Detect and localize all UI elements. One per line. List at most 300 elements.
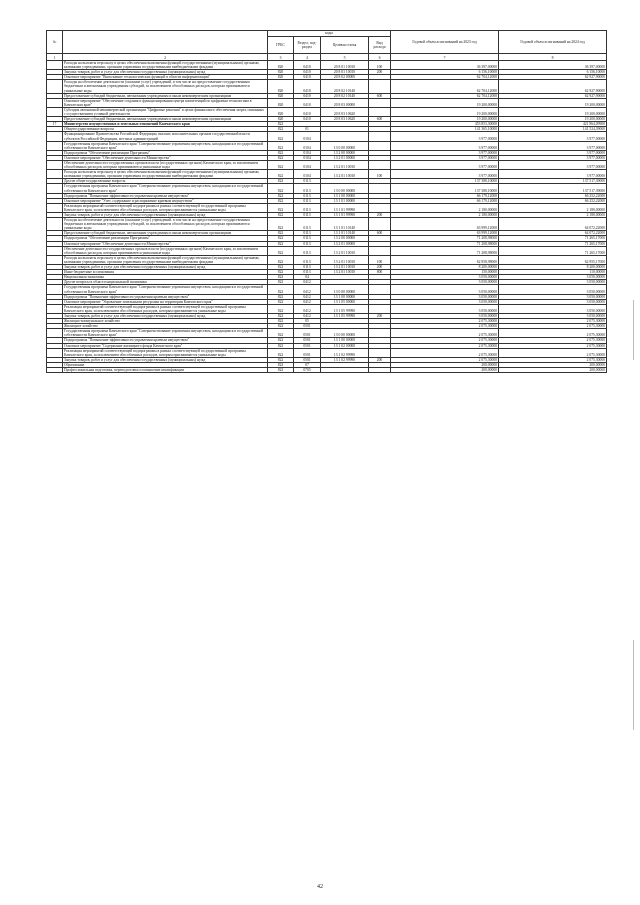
row-name-cell: Закупка товаров, работ и услуг для обеспечения государственных (муниципальных) нужд <box>63 70 268 75</box>
row-number-cell <box>47 132 63 141</box>
col-num: 2 <box>63 54 268 61</box>
row-vol-2024-cell: 64 072,22000 <box>499 231 607 236</box>
row-grbs-cell: 822 <box>268 179 294 184</box>
col-num: 8 <box>499 54 607 61</box>
row-vol-2023-cell: 3 050,00000 <box>391 304 499 313</box>
header-vol-2023: Годовой объем ассигнований на 2023 год <box>391 31 499 54</box>
row-vol-2024-cell: 3 977,00000 <box>499 150 607 155</box>
row-exp-type-cell: 200 <box>369 265 391 270</box>
row-vol-2024-cell: 141 524,39000 <box>499 127 607 132</box>
row-grbs-cell: 820 <box>268 75 294 80</box>
row-name-cell: Функционирование Правительства Российской Федерации, высших исполнительных органов государственной власти субъектов Российской Федерации, местных администраций <box>63 132 268 141</box>
col-num: 6 <box>369 54 391 61</box>
row-section-cell: 0410 <box>294 61 321 70</box>
row-vol-2023-cell: 200,00000 <box>391 362 499 367</box>
row-exp-type-cell <box>369 141 391 150</box>
row-vol-2023-cell: 2 075,30000 <box>391 329 499 338</box>
row-target-cell: 13 1 02 00000 <box>321 343 369 348</box>
row-vol-2024-cell: 2 075,30000 <box>499 338 607 343</box>
row-number-cell <box>47 184 63 193</box>
table-row <box>47 184 607 193</box>
row-vol-2024-cell: 3 050,00000 <box>499 299 607 304</box>
row-vol-2024-cell: 3 977,00000 <box>499 132 607 141</box>
row-grbs-cell: 822 <box>268 203 294 212</box>
row-vol-2024-cell: 200,00000 <box>499 362 607 367</box>
row-number-cell <box>47 368 63 373</box>
row-section-cell: 0113 <box>294 184 321 193</box>
row-target-cell: 20 8 01 10010 <box>321 70 369 75</box>
row-name-cell: Основное мероприятие "Обеспечение деятельности Министерства" <box>63 241 268 246</box>
row-target-cell: 13 0 00 00000 <box>321 184 369 193</box>
row-vol-2024-cell: 110,00000 <box>499 270 607 275</box>
row-grbs-cell: 822 <box>268 170 294 179</box>
row-exp-type-cell <box>369 160 391 169</box>
row-number-cell <box>47 141 63 150</box>
table-row <box>47 61 607 70</box>
row-vol-2024-cell: 8 200,00000 <box>499 265 607 270</box>
row-exp-type-cell <box>369 203 391 212</box>
row-grbs-cell: 822 <box>268 141 294 150</box>
row-target-cell: 13 2 01 00000 <box>321 155 369 160</box>
row-grbs-cell: 822 <box>268 285 294 294</box>
row-target-cell: 20 8 02 00000 <box>321 75 369 80</box>
row-grbs-cell: 822 <box>268 246 294 255</box>
row-grbs-cell: 822 <box>268 184 294 193</box>
row-target-cell: 13 2 01 10010 <box>321 170 369 179</box>
row-name-cell: Подпрограмма "Повышение эффективности управления краевым имуществом" <box>63 193 268 198</box>
row-number-cell <box>47 107 63 116</box>
row-grbs-cell: 822 <box>268 255 294 264</box>
row-number-cell <box>47 170 63 179</box>
row-vol-2023-cell: 3 977,00000 <box>391 155 499 160</box>
row-vol-2024-cell: 2 075,30000 <box>499 343 607 348</box>
row-section-cell: 0104 <box>294 150 321 155</box>
row-name-cell: Жилищное хозяйство <box>63 324 268 329</box>
row-exp-type-cell: 200 <box>369 357 391 362</box>
row-name-cell: Основное мероприятие "Учет, содержание и распоряжение краевым имуществом" <box>63 198 268 203</box>
row-vol-2023-cell: 150,00000 <box>391 270 499 275</box>
row-section-cell: 0113 <box>294 213 321 218</box>
row-vol-2024-cell: 71 265,17000 <box>499 236 607 241</box>
row-name-cell: Закупка товаров, работ и услуг для обеспечения государственных (муниципальных) нужд <box>63 313 268 318</box>
row-vol-2023-cell: 71 208,98000 <box>391 241 499 246</box>
row-vol-2023-cell: 453 853,30000 <box>391 122 499 127</box>
row-grbs-cell: 822 <box>268 132 294 141</box>
row-section-cell: 01 <box>294 127 321 132</box>
header-exp-type: Вид расхода <box>369 37 391 54</box>
budget-table-body <box>47 54 607 373</box>
row-section-cell: 0410 <box>294 70 321 75</box>
row-grbs-cell: 820 <box>268 98 294 107</box>
row-number-cell <box>47 304 63 313</box>
row-exp-type-cell <box>369 132 391 141</box>
row-vol-2023-cell: 62 704,12000 <box>391 75 499 80</box>
row-vol-2023-cell: 2 075,30000 <box>391 319 499 324</box>
row-target-cell: 13 1 05 00000 <box>321 299 369 304</box>
row-section-cell: 0501 <box>294 329 321 338</box>
row-grbs-cell: 822 <box>268 150 294 155</box>
row-vol-2024-cell: 2 180,00000 <box>499 203 607 212</box>
row-target-cell: 13 2 01 10010 <box>321 160 369 169</box>
row-name-cell: Подпрограмма "Обеспечение реализации Программы" <box>63 150 268 155</box>
row-target-cell: 20 8 03 00000 <box>321 98 369 107</box>
row-exp-type-cell: 600 <box>369 117 391 122</box>
row-name-cell: Общегосударственные вопросы <box>63 127 268 132</box>
header-name <box>63 31 268 54</box>
column-number-row <box>47 54 607 61</box>
row-section-cell: 0104 <box>294 170 321 179</box>
row-vol-2023-cell: 62 858,98000 <box>391 255 499 264</box>
row-vol-2023-cell: 3 977,00000 <box>391 150 499 155</box>
row-number-cell <box>47 203 63 212</box>
row-grbs-cell: 820 <box>268 61 294 70</box>
row-section-cell: 0412 <box>294 280 321 285</box>
row-name-cell: Государственная программа Камчатского края "Совершенствование управления имуществом, находящимся в государственной собственности Камчатского края" <box>63 285 268 294</box>
row-exp-type-cell: 100 <box>369 170 391 179</box>
row-exp-type-cell <box>369 285 391 294</box>
row-section-cell: 0410 <box>294 107 321 116</box>
row-section-cell: 0410 <box>294 80 321 93</box>
row-vol-2023-cell: 3 977,00000 <box>391 141 499 150</box>
row-vol-2023-cell: 63 999,12000 <box>391 218 499 231</box>
row-grbs-cell: 822 <box>268 343 294 348</box>
row-vol-2024-cell: 19 200,00000 <box>499 98 607 107</box>
row-vol-2023-cell: 141 365,10000 <box>391 127 499 132</box>
row-vol-2023-cell: 3 050,00000 <box>391 299 499 304</box>
table-row <box>47 80 607 93</box>
row-target-cell: 13 1 00 00000 <box>321 294 369 299</box>
page-number: 42 <box>317 884 323 890</box>
row-vol-2024-cell: 200,00000 <box>499 368 607 373</box>
row-grbs-cell: 822 <box>268 231 294 236</box>
row-vol-2023-cell: 3 050,00000 <box>391 280 499 285</box>
row-name-cell: Жилищно-коммунальное хозяйство <box>63 319 268 324</box>
row-exp-type-cell <box>369 184 391 193</box>
row-vol-2023-cell: 3 050,00000 <box>391 275 499 280</box>
row-name-cell: Другие вопросы в области национальной экономики <box>63 280 268 285</box>
row-section-cell: 0410 <box>294 93 321 98</box>
row-target-cell: 13 1 05 99990 <box>321 304 369 313</box>
row-vol-2024-cell: 2 075,30000 <box>499 357 607 362</box>
col-num: 3 <box>268 54 294 61</box>
row-target-cell: 13 0 00 00000 <box>321 329 369 338</box>
row-name-cell: Подпрограмма "Повышение эффективности управления краевым имуществом" <box>63 294 268 299</box>
table-row <box>47 98 607 107</box>
table-row <box>47 246 607 255</box>
row-exp-type-cell <box>369 218 391 231</box>
row-name-cell: Образование <box>63 362 268 367</box>
row-name-cell: Расходы на обеспечение деятельности (оказание услуг) учреждений, в том числе на предоставление государственным бюджетным и автономным учреждениям субсидий, за исключением обособленных расходов, которым присваиваются уникальные коды <box>63 80 268 93</box>
header-target: Целевая статья <box>321 37 369 54</box>
row-grbs-cell: 822 <box>268 122 294 127</box>
row-section-cell: 07 <box>294 362 321 367</box>
row-vol-2023-cell: 137 388,10000 <box>391 179 499 184</box>
row-grbs-cell: 822 <box>268 127 294 132</box>
row-name-cell: Расходы на выплаты персоналу в целях обеспечения выполнения функций государственными (муниципальными) органами, казенными учреждениями, органами управления государственными внебюджетными фондами <box>63 61 268 70</box>
row-vol-2023-cell: 63 999,12000 <box>391 231 499 236</box>
row-vol-2023-cell: 19 200,00000 <box>391 107 499 116</box>
row-vol-2024-cell: 36 397,00000 <box>499 61 607 70</box>
row-section-cell: 0412 <box>294 313 321 318</box>
row-section-cell: 0410 <box>294 117 321 122</box>
row-grbs-cell: 820 <box>268 107 294 116</box>
row-exp-type-cell <box>369 304 391 313</box>
row-vol-2024-cell: 71 265,17000 <box>499 241 607 246</box>
row-vol-2024-cell: 3 977,00000 <box>499 170 607 179</box>
row-vol-2024-cell: 3 050,00000 <box>499 304 607 313</box>
row-exp-type-cell <box>369 329 391 338</box>
row-vol-2023-cell: 71 208,98000 <box>391 246 499 255</box>
row-vol-2023-cell: 3 050,00000 <box>391 294 499 299</box>
row-name-cell: Иные бюджетные ассигнования <box>63 270 268 275</box>
row-target-cell: 13 2 00 00000 <box>321 236 369 241</box>
row-grbs-cell: 822 <box>268 357 294 362</box>
row-vol-2023-cell: 62 704,12000 <box>391 80 499 93</box>
row-grbs-cell: 822 <box>268 218 294 231</box>
row-vol-2023-cell: 3 050,00000 <box>391 313 499 318</box>
row-name-cell: Основное мероприятие "Обеспечение создания и функционирования центра компетенций по цифровым технологиям в Камчатском крае" <box>63 98 268 107</box>
row-section-cell: 0113 <box>294 231 321 236</box>
row-name-cell: Национальная экономика <box>63 275 268 280</box>
row-name-cell: Реализация мероприятий соответствующей подпрограммы в рамках соответствующей государственной программы Камчатского края, за исключением обособленных расходов, которым присваиваются уникальные коды <box>63 348 268 357</box>
row-number-cell: 17 <box>47 122 63 127</box>
row-grbs-cell: 822 <box>268 241 294 246</box>
row-vol-2024-cell: 3 050,00000 <box>499 285 607 294</box>
row-vol-2023-cell: 2 075,30000 <box>391 348 499 357</box>
row-target-cell: 13 2 01 00000 <box>321 241 369 246</box>
row-exp-type-cell <box>369 98 391 107</box>
row-vol-2023-cell: 19 200,00000 <box>391 117 499 122</box>
col-num: 7 <box>391 54 499 61</box>
row-number-cell <box>47 160 63 169</box>
row-exp-type-cell: 100 <box>369 255 391 264</box>
row-section-cell: 0412 <box>294 294 321 299</box>
row-name-cell: Закупка товаров, работ и услуг для обеспечения государственных (муниципальных) нужд <box>63 213 268 218</box>
row-number-cell <box>47 255 63 264</box>
row-name-cell: Другие общегосударственные вопросы <box>63 179 268 184</box>
row-vol-2024-cell: 6 156,10000 <box>499 70 607 75</box>
row-exp-type-cell: 800 <box>369 270 391 275</box>
row-section-cell: 0412 <box>294 285 321 294</box>
row-name-cell: Государственная программа Камчатского края "Совершенствование управления имуществом, находящимся в государственной собственности Камчатского края" <box>63 141 268 150</box>
row-section-cell: 0113 <box>294 203 321 212</box>
row-vol-2024-cell: 64 072,22000 <box>499 218 607 231</box>
row-grbs-cell: 822 <box>268 193 294 198</box>
row-number-cell <box>47 285 63 294</box>
row-vol-2024-cell: 2 075,30000 <box>499 319 607 324</box>
row-section-cell: 0113 <box>294 246 321 255</box>
row-section-cell: 0113 <box>294 198 321 203</box>
table-row <box>47 132 607 141</box>
row-name-cell: Субсидия автономной некоммерческой организации "Цифровые решения" в целях финансового обеспечения затрат, связанных с осуществлением уставной деятельности <box>63 107 268 116</box>
row-section-cell: 0104 <box>294 132 321 141</box>
row-target-cell: 20 8 02 10140 <box>321 80 369 93</box>
row-section-cell: 0113 <box>294 236 321 241</box>
row-name-cell: Основное мероприятие "Управление земельными ресурсами на территории Камчатского края" <box>63 299 268 304</box>
row-grbs-cell: 822 <box>268 319 294 324</box>
row-vol-2024-cell: 2 075,30000 <box>499 348 607 357</box>
table-row <box>47 285 607 294</box>
row-grbs-cell: 822 <box>268 299 294 304</box>
header-section: Раздел, под-раздел <box>294 37 321 54</box>
table-row <box>47 141 607 150</box>
row-vol-2024-cell: 137 517,39000 <box>499 179 607 184</box>
row-target-cell: 13 2 01 10010 <box>321 265 369 270</box>
scan-edge-mark <box>633 300 634 360</box>
row-name-cell: Предоставление субсидий бюджетным, автономным учреждениям и иным некоммерческим организациям <box>63 231 268 236</box>
row-exp-type-cell <box>369 246 391 255</box>
row-name-cell: Расходы на обеспечение деятельности (оказание услуг) учреждений, в том числе на предоставление государственным бюджетным и автономным учреждениям субсидий, за исключением обособленных расходов, которым присваиваются уникальные коды <box>63 218 268 231</box>
row-section-cell: 0104 <box>294 141 321 150</box>
row-target-cell: 13 1 02 99990 <box>321 357 369 362</box>
row-exp-type-cell: 200 <box>369 70 391 75</box>
row-target-cell: 13 1 00 00000 <box>321 193 369 198</box>
row-vol-2023-cell: 66 179,12000 <box>391 198 499 203</box>
row-grbs-cell: 822 <box>268 265 294 270</box>
row-vol-2023-cell: 19 200,00000 <box>391 98 499 107</box>
row-grbs-cell: 822 <box>268 270 294 275</box>
row-target-cell: 13 1 01 99990 <box>321 213 369 218</box>
row-target-cell: 13 2 01 10010 <box>321 255 369 264</box>
row-name-cell: Основное мероприятие "Выполнение технологических функций в области информатизации" <box>63 75 268 80</box>
row-target-cell: 13 1 00 00000 <box>321 338 369 343</box>
table-row <box>47 203 607 212</box>
row-vol-2024-cell: 2 075,30000 <box>499 324 607 329</box>
row-grbs-cell: 822 <box>268 198 294 203</box>
col-num: 4 <box>294 54 321 61</box>
row-section-cell: 0113 <box>294 265 321 270</box>
table-row <box>47 304 607 313</box>
row-name-cell: Закупка товаров, работ и услуг для обеспечения государственных (муниципальных) нужд <box>63 357 268 362</box>
budget-table <box>46 30 607 373</box>
row-section-cell: 0501 <box>294 338 321 343</box>
row-section-cell: 0501 <box>294 324 321 329</box>
row-section-cell: 0104 <box>294 160 321 169</box>
row-vol-2024-cell: 3 050,00000 <box>499 280 607 285</box>
row-vol-2023-cell: 2 075,30000 <box>391 324 499 329</box>
row-grbs-cell: 822 <box>268 160 294 169</box>
row-number-cell <box>47 348 63 357</box>
row-target-cell: 13 1 05 99990 <box>321 313 369 318</box>
row-vol-2024-cell: 421 864,09900 <box>499 122 607 127</box>
row-number-cell <box>47 98 63 107</box>
row-name-cell: Государственная программа Камчатского края "Совершенствование управления имуществом, находящимся в государственной собственности Камчатского края" <box>63 329 268 338</box>
row-name-cell: Государственная программа Камчатского края "Совершенствование управления имуществом, находящимся в государственной собственности Камчатского края" <box>63 184 268 193</box>
row-name-cell: Расходы на выплаты персоналу в целях обеспечения выполнения функций государственными (муниципальными) органами, казенными учреждениями, органами управления государственными внебюджетными фондами <box>63 255 268 264</box>
row-section-cell: 0501 <box>294 343 321 348</box>
scan-edge-mark <box>633 640 634 730</box>
table-row <box>47 348 607 357</box>
row-name-cell: Расходы на выплаты персоналу в целях обеспечения выполнения функций государственными (муниципальными) органами, казенными учреждениями, органами управления государственными внебюджетными фондами <box>63 170 268 179</box>
header-vol-2024: Годовой объем ассигнований на 2024 год <box>499 31 607 54</box>
col-num: 5 <box>321 54 369 61</box>
row-number-cell <box>47 329 63 338</box>
row-target-cell <box>321 132 369 141</box>
row-section-cell: 0412 <box>294 299 321 304</box>
row-vol-2024-cell: 19 200,00000 <box>499 107 607 116</box>
row-target-cell: 13 1 01 10140 <box>321 231 369 236</box>
row-vol-2023-cell: 3 977,00000 <box>391 132 499 141</box>
row-vol-2023-cell: 66 179,12000 <box>391 193 499 198</box>
row-target-cell <box>321 368 369 373</box>
row-vol-2024-cell: 19 200,00000 <box>499 117 607 122</box>
row-vol-2024-cell: 66 252,22000 <box>499 198 607 203</box>
header-no: № <box>47 31 63 54</box>
row-name-cell: Подпрограмма "Обеспечение реализации Программы" <box>63 236 268 241</box>
row-grbs-cell: 822 <box>268 213 294 218</box>
row-target-cell: 13 0 00 00000 <box>321 141 369 150</box>
table-row <box>47 170 607 179</box>
row-name-cell: Обеспечение деятельности государственных органов власти (государственных органов) Камчатского края, за исключением обособленных расходов, которым присваиваются уникальные коды <box>63 246 268 255</box>
table-row <box>47 255 607 264</box>
row-exp-type-cell <box>369 107 391 116</box>
row-section-cell: 0104 <box>294 155 321 160</box>
row-grbs-cell: 822 <box>268 313 294 318</box>
row-exp-type-cell: 200 <box>369 313 391 318</box>
row-target-cell: 13 2 01 10010 <box>321 246 369 255</box>
row-vol-2023-cell: 2 180,00000 <box>391 203 499 212</box>
table-row <box>47 218 607 231</box>
row-section-cell: 05 <box>294 319 321 324</box>
table-row <box>47 329 607 338</box>
row-vol-2024-cell: 2 075,30000 <box>499 329 607 338</box>
row-exp-type-cell: 600 <box>369 93 391 98</box>
row-grbs-cell: 822 <box>268 275 294 280</box>
row-vol-2023-cell: 137 388,10000 <box>391 184 499 193</box>
row-number-cell <box>47 80 63 93</box>
row-number-cell <box>47 61 63 70</box>
row-section-cell: 0412 <box>294 304 321 313</box>
row-grbs-cell: 822 <box>268 368 294 373</box>
row-name-cell: Основное мероприятие "Обеспечение деятельности Министерства" <box>63 155 268 160</box>
row-grbs-cell: 822 <box>268 236 294 241</box>
row-name-cell: Закупка товаров, работ и услуг для обеспечения государственных (муниципальных) нужд <box>63 265 268 270</box>
row-exp-type-cell <box>369 368 391 373</box>
row-exp-type-cell: 100 <box>369 61 391 70</box>
row-section-cell: 0113 <box>294 270 321 275</box>
row-name-cell: Обеспечение деятельности государственных органов власти (государственных органов) Камчатского края, за исключением обособленных расходов, которым присваиваются уникальные коды <box>63 160 268 169</box>
col-num: 1 <box>47 54 63 61</box>
row-vol-2023-cell: 3 977,00000 <box>391 160 499 169</box>
row-vol-2024-cell: 71 265,17000 <box>499 246 607 255</box>
row-vol-2024-cell: 3 050,00000 <box>499 294 607 299</box>
row-target-cell: 13 0 00 00000 <box>321 285 369 294</box>
row-name-cell: Реализация мероприятий соответствующей подпрограммы в рамках соответствующей государственной программы Камчатского края, за исключением обособленных расходов, которым присваиваются уникальные коды <box>63 203 268 212</box>
row-target-cell: 20 8 03 10620 <box>321 107 369 116</box>
row-section-cell: 0113 <box>294 255 321 264</box>
row-target-cell: 13 1 01 99990 <box>321 203 369 212</box>
row-vol-2024-cell: 62 927,90000 <box>499 75 607 80</box>
row-grbs-cell: 822 <box>268 280 294 285</box>
row-vol-2024-cell: 3 977,00000 <box>499 155 607 160</box>
row-section-cell: 0410 <box>294 75 321 80</box>
table-row <box>47 107 607 116</box>
row-section-cell: 0410 <box>294 98 321 107</box>
row-section-cell: 0501 <box>294 357 321 362</box>
row-target-cell: 13 2 01 10010 <box>321 270 369 275</box>
row-grbs-cell: 820 <box>268 80 294 93</box>
row-vol-2024-cell: 62 927,90000 <box>499 80 607 93</box>
row-target-cell: 20 8 01 10010 <box>321 61 369 70</box>
row-vol-2023-cell: 2 075,30000 <box>391 357 499 362</box>
row-grbs-cell: 822 <box>268 324 294 329</box>
row-grbs-cell: 822 <box>268 304 294 313</box>
row-vol-2024-cell: 62 927,90000 <box>499 93 607 98</box>
row-number-cell <box>47 246 63 255</box>
row-target-cell: 20 8 02 10140 <box>321 93 369 98</box>
row-grbs-cell: 822 <box>268 329 294 338</box>
row-vol-2023-cell: 3 050,00000 <box>391 285 499 294</box>
